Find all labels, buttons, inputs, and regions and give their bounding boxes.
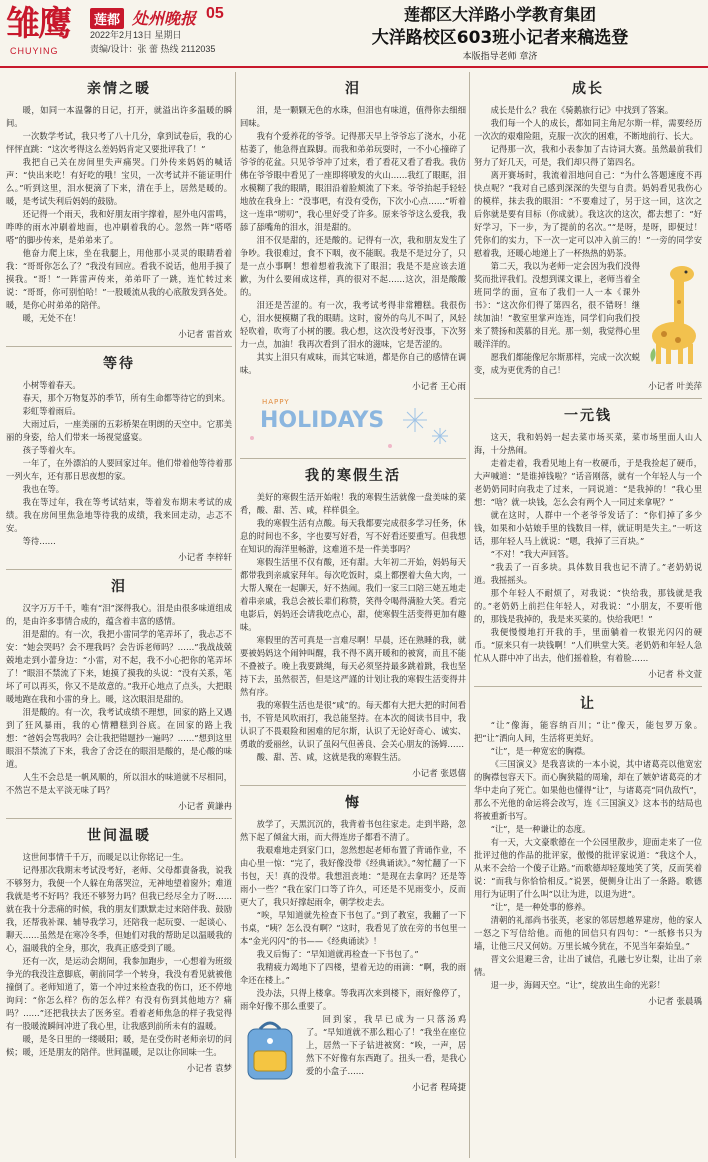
article-author: 小记者 雷首欢 <box>178 330 232 340</box>
article-title: 等待 <box>103 356 135 372</box>
article-regret <box>240 792 466 1093</box>
headline-byline: 本版指导老师 章济 <box>462 52 538 62</box>
paragraph: 成长是什么？我在《骑鹅旅行记》中找到了答案。 <box>490 105 674 115</box>
paragraph: 这天，我和妈妈一起去菜市场买菜，菜市场里面人山人海，十分热闹。 <box>474 432 702 455</box>
paragraph: “不对！”我大声回答。 <box>490 549 574 559</box>
paragraph: 我在等过年，我在等考试结束，等着发布期末考试的成绩。我在房间里焦急地等待我的成绩，我来回走动，忐忑不安。 <box>6 497 232 533</box>
giraffe-icon <box>644 262 702 366</box>
paragraph: 暖，无处不在！ <box>22 313 81 323</box>
article-warmth-of-family <box>6 78 232 340</box>
section-divider <box>6 569 232 570</box>
section-divider <box>240 458 466 459</box>
schoolbag-icon <box>240 1015 302 1085</box>
paragraph: 暖，如同一本温馨的日记，打开，就溢出许多温暖的瞬间。 <box>6 105 232 128</box>
headline-line-2: 大洋路校区603班小记者来稿选登 <box>371 28 629 48</box>
paragraph: 他奋力爬上床，坐在我腿上，用他那小灵灵的眼睛看着我：“哥哥你怎么了？”我没有回应。看我不说话，他用手摸了摸我。“哥！”一阵雷声传来，弟弟吓了一跳，连忙转过来说：“哥哥，你可别怕哈！”一股暖流从我的心底散发到各处。暖，是你心时弟弟的陪伴。 <box>6 248 232 310</box>
paragraph: 我们每一个人的成长，都如同主角尼尔斯一样，需要经历一次次的艰难险阻，克服一次次的困难，不断地前行、长大。 <box>474 118 702 141</box>
page-number: 05 <box>206 5 224 22</box>
logo <box>6 4 84 64</box>
paragraph: 离开赛场时，我流着泪地问自己：“为什么答题速度不再快点呢？”我对自己感到深深的失望与自责。妈妈看见我伤心的模样，抹去我的眼泪：“不要难过了，另于这一回，这次之后你就是要有目标（你成就）。我这次的这次，都去想了：“好好学习，下一步，为了提前的名次。”“是呀，是呀，即便过！凭你们的实力，下一次一定可以冲入前三的！”一旁的同学安慰着我，还暖心地递上了一杯热热的奶茶。 <box>474 170 702 258</box>
paragraph: 有一天，大文豪歌德在一个公园里散步，迎面走来了一位批评过他的作品的批评家，傲慢的批评家说道：“我这个人，从来不会给一个傻子让路。”而歌德却轻蔑地笑了笑，反而笑着说：“而我与你恰恰相反。”说罢，便侧身让出了一条路。歌德用行为证明了什么叫“以让为进，以退为进”。 <box>474 837 702 899</box>
paragraph: 小树等着春天。 <box>22 380 81 390</box>
column-1 <box>6 72 232 1158</box>
column-divider <box>469 72 470 1158</box>
article-author: 小记者 张恩僖 <box>412 769 466 779</box>
paragraph: 我精疲力竭地下了四楼，望着无边的雨滴：“啊，我的雨伞还在楼上。” <box>240 962 466 985</box>
paragraph: 退一步，海阔天空。“让”，绽放出生命的光彩！ <box>490 980 666 990</box>
article-title: 世间温暖 <box>87 828 151 844</box>
section-divider <box>240 785 466 786</box>
paragraph: 美好的寒假生活开始啦！我的寒假生活就像一盘美味的菜肴，酸、甜、苦、咸，样样俱全。 <box>240 492 466 515</box>
paragraph: 人生不会总是一帆风顺的，所以泪水的味道就不尽相同，不然岂不是太平淡无味了吗？ <box>6 772 232 795</box>
paragraph: 还有一次，是运动会期间，我参加跑步，一心想着为班级争光的我没注意脚底，朝前同学一个转身，我没有看见就被他撞倒了。老师知道了，第一个冲过来检查我的伤口，还不停地询问：“你怎么样？伤的怎么样？有没有伤到其他地方？痛吗？……”还把我扶去了医务室。看着老师焦急的样子我觉得有一股暖流瞬间冲进了我心里，让我感到前所未有的温暖。 <box>6 956 232 1031</box>
article-one-yuan <box>474 405 702 680</box>
paragraph: 等待…… <box>22 536 56 546</box>
masthead <box>0 0 708 66</box>
paragraph: 清朝的礼部尚书张英，老家的邻居想越界建房，他的家人一怒之下写信给他。而他的回信只有四句：“一纸修书只为墙，让他三尺又何妨。万里长城今犹在，不见当年秦始皇。” <box>474 915 702 951</box>
paragraph: 就在这时，人群中一个老爷爷发话了：“你们掉了多少钱，如果和小姑娘手里的钱数目一样，就证明是失主。”一听这话，那年轻人马上就说：“嗯，我掉了三百块。” <box>474 510 702 546</box>
logo-subtitle: CHUYING <box>10 46 59 56</box>
paragraph: 走着走着，我看见地上有一枚硬币，于是我捡起了硬币，大声喊道：“是谁掉钱啦？”话音刚落，就有一个年轻人与一个老奶奶同时向我走了过来，一同说道：“是我掉的！”我心里想：“啥？就一块钱，怎么会有两个人一同过来拿呢？” <box>474 458 702 507</box>
paragraph: 寒假里的苦可真是一言难尽啊！早晨，还在熟睡的我，就要被妈妈这个闹钟叫醒，我不得不离开暖和的被窝，而且不能不叠被子。晚上我要跳绳，每天必须坚持最多跳着跳，我也坚持下去，虽然很苦，但是这严謹的计划让我的寒假生活变得井然有序。 <box>240 635 466 697</box>
paragraph: 彩虹等着雨后。 <box>22 406 81 416</box>
paragraph: 《三国演义》是我喜读的一本小说，其中诸葛亮以他宽宏的胸襟包容天下。而心胸狭隘的周瑜，却在了嫉妒诸葛亮的才华中走向了死亡。如果他也懂得“让”，与诸葛亮“同仇敌忾”，那么不光他的命运将会改写，连《三国演义》这本书的结局也将被重新书写。 <box>474 759 702 821</box>
paragraph: 我也在等。 <box>22 484 65 494</box>
paragraph: 泪，是一颗颗无色的水珠，但泪也有味道，值得你去细细回味。 <box>240 105 466 128</box>
section-divider <box>6 346 232 347</box>
paragraph: 泪是甜的。有一次，我把小雷同学的笔弄坏了，我忐忑不安：“她会哭吗？会不理我吗？会告诉老师吗？……”我战战兢兢地走到小蕾身边：“小雷，对不起，我不小心把你的笔弄坏了！”眼泪不禁流了下来，她摸了摸我的头说：“没有关系，笔坏了可以再买，你又不是故意的。”我开心地点了点头，大把眼暖地跑在我和小雷的身上。暖，这次眼泪是甜的。 <box>6 629 232 704</box>
section-divider <box>474 398 702 399</box>
paragraph: 一次数学考试，我只考了八十几分，拿到试卷后，我的心怦怦直跳：“这次考得这么差妈妈肯定又要批评我了！” <box>6 131 232 154</box>
paper-name: 处州晚报 <box>132 9 197 28</box>
article-title: 一元钱 <box>564 408 612 424</box>
article-winter-break <box>240 465 466 779</box>
paragraph: 我有个爱养花的爷爷。记得那天早上爷爷忘了浇水，小花枯萎了，他急得直跺脚。而我和弟弟玩耍时，一不小心撞碎了爷爷的花盆。只见爷爷冲了过来，看了看花又看了看我。我仿佛在爷爷眼中看见了一座即将喷发的火山……我红了眼眶，泪水模糊了我的眼睛，眼泪沿着脸颊流了下来。爷爷抬起手轻轻地放在我身上：“没事吧，有没有受伤，下次小心点……”听着这一连串“唠叨”，我心里好受了许多。原来爷爷这么爱我，我舔了舔嘴角的泪水，泪是甜的。 <box>240 131 466 232</box>
paragraph: “我丢了一百多块。具体数目我也记不清了。”老奶奶说道。我摇摇头。 <box>474 562 702 585</box>
article-waiting <box>6 353 232 563</box>
paragraph: 愿我们都能像尼尔斯那样，完成一次次蜕变，成为更优秀的自己！ <box>474 352 640 375</box>
article-author: 小记者 朴文萱 <box>648 670 702 680</box>
paragraph: 记得那一次，我和小表参加了古诗词大赛。虽然最前我们努力了好几天，可是，我们却只得了第四名。 <box>474 144 702 167</box>
article-tears-1 <box>6 576 232 812</box>
paragraph: “让”像海，能容纳百川；“让”像天，能包罗万象。把“让”洒向人间，生活将更美好。 <box>474 720 702 743</box>
article-author: 小记者 王心雨 <box>412 382 466 392</box>
paragraph: 没办法，只得上楼拿。等我再次来到楼下，雨好像停了，雨伞好像不那么重要了。 <box>240 988 466 1011</box>
article-author: 小记者 程琦捷 <box>412 1083 466 1093</box>
column-3 <box>474 72 702 1158</box>
paragraph: 我艰难地走到家门口，忽然想起老师布置了背诵作业，不由心里一惊：“完了，我好像没带《经典诵读》。”匆忙翻了一下书包，天！真的没带。我想沮丧地：“是现在去拿吗？还是等雨小一些？”我在家门口等了许久，可还是不见雨变小，反而更大了，我只好撑起雨伞，朝学校走去。 <box>240 845 466 907</box>
schoolbag-illustration <box>240 1015 302 1085</box>
paragraph: “让”，是一种宽宏的胸襟。 <box>490 746 591 756</box>
masthead-rule <box>0 66 708 68</box>
section-divider <box>474 686 702 687</box>
article-author: 小记者 叶美萍 <box>648 382 702 392</box>
article-title: 亲情之暖 <box>87 81 151 97</box>
paragraph: 泪是酸的。有一次，我考试成绩不理想，回家的路上又遇到了狂风暴雨，我的心情糟糕到谷底。在回家的路上我想：“爸妈会骂我吗？会让我把错题抄一遍吗？……”想到这里眼泪不禁流了下来，我舍了舍泛在的眼泪是酸的，是心酸的味道。 <box>6 707 232 769</box>
paragraph: 那个年轻人不耐烦了，对我说：“快给我，那钱就是我的。”老奶奶上前拦住年轻人，对我说：“小朋友，不要听他的，那钱是我掉的，我是来买菜的。快给我吧！” <box>474 588 702 624</box>
article-author: 小记者 黄謙冉 <box>178 802 232 812</box>
paragraph: 我的寒假生活有点酸。每天我都要完成很多学习任务，休息的时间也不多，字也要写好看，写不好看还要重写。但我想在知识的海洋里畅游，这难道不是一件美事吗？ <box>240 518 466 554</box>
article-title: 泪 <box>345 81 361 97</box>
page-headline <box>300 4 700 64</box>
holidays-decoration <box>240 398 466 456</box>
paragraph: “让”，是一种谦让的态度。 <box>490 824 591 834</box>
column-divider <box>235 72 236 1158</box>
paragraph: 春天，那个万物复苏的季节，所有生命都等待它的到来。 <box>22 393 231 403</box>
section-tag: 莲都 <box>90 8 124 29</box>
paragraph: 其实上泪只有咸味，而其它味道，都是你自己的感情在调味。 <box>240 352 466 375</box>
paragraph: “唉，早知道就先检查下书包了。”到了教室，我翻了一下书桌，“咦？怎么没有啊？”这时，我看见了放在旁的书包里一本“金光闪闪”的书——《经典诵读》！ <box>240 910 466 946</box>
editor-info: 责编/设计：张 蕾 热线 2112035 <box>90 44 216 54</box>
paragraph: 我把自己关在房间里失声痛哭。门外传来妈妈的喊话声：“快出来吃！有好吃的哦！宝贝，一次考试并不能证明什么。”听到这里，泪水便滴了下来，清在手上，居然是暖的。暖，是考试失利后妈妈的鼓励。 <box>6 157 232 206</box>
article-title: 成长 <box>572 81 604 97</box>
paragraph: 晋文公退避三舍，让出了诚信，孔融七岁让梨，让出了亲情。 <box>474 954 702 977</box>
paragraph: 孩子等着火车。 <box>22 445 81 455</box>
paragraph: 寒假生活里不仅有酸，还有甜。大年初二开始，妈妈每天都带我到亲戚家拜年。每次吃饭时，桌上都摆着大鱼大肉，一大帮人聚在一起聊天，好不热闹。我们一家三口陪三姥五地走着串亲戚，我总会被长辈们称赞，笑得令喝得满脸大笑。看完电影后，妈妈还会请我吃点心，甜，使寒假生活变得更加有趣味。 <box>240 557 466 632</box>
section-divider <box>6 818 232 819</box>
holiday-happy-text: HAPPY <box>262 398 290 406</box>
paragraph: 泪还是苦涩的。有一次，我考试考得非常糟糕。我很伤心，泪水便模糊了我的眼睛。这时，窗外的鸟儿不叫了，风轻轻吹着，吹弯了小树的腰。我心想，这次没考好没事，下次努力一点，加油！我再次看到了泪水的滋味，它是苦涩的。 <box>240 300 466 349</box>
article-title: 让 <box>580 696 596 712</box>
paragraph: 一年了，在外漂泊的人要回家过年。他们带着他等待着那一列火车，还有那日思夜想的家。 <box>6 458 232 481</box>
article-author: 小记者 袁梦 <box>186 1064 232 1074</box>
article-world-warmth <box>6 825 232 1074</box>
paragraph: 回到家，我早已成为一只落汤鸡了。“早知道就不那么粗心了！”我坐在座位上，居然一下子钻进被窝：“唉，一声，居然下不好像有东西跑了。扭头一看，是我心爱的小盒子…… <box>306 1014 466 1076</box>
article-yield <box>474 693 702 1007</box>
logo-text: 雏鹰 <box>6 4 70 44</box>
paragraph: 这世间事情千千万，而暖足以让你铭记一生。 <box>22 852 189 862</box>
article-growth <box>474 78 702 392</box>
article-title: 泪 <box>111 579 127 595</box>
article-author: 小记者 张晨瑀 <box>648 997 702 1007</box>
paragraph: 记得那次我期末考试没考好，老师、父母都責备我，说我不够努力，我便一个人躲在角落哭泣，无神地望着窗外；难道我就是考不好吗？我还不够努力吗？但我已经尽全力了呀……就在我十分悲痛的时候，我的朋友们默默走过来陪伴我、鼓励我，还帮我补课、辅导我学习，还陪我一起玩耍、一起谈心、聊天……虽然是在寒冷冬季，但她们对我的帮助足以温暖我的心，温暖我的全身，那次，我真正感受到了暖。 <box>6 865 232 953</box>
paragraph: 还记得一个雨天，我和好朋友雨宇撑着，屋外电闪雷鸣，哗哗的雨水冲刷着地面，也冲刷着我的心。忽然一阵“嗒嗒嗒”的脚步传来，是弟弟来了。 <box>6 209 232 245</box>
article-tears-2 <box>240 78 466 392</box>
issue-date: 2022年2月13日 星期日 <box>90 30 182 40</box>
paragraph: 大雨过后，一座美丽的五彩桥架在明朗的天空中。它那美丽的身姿，给人们带来一场视觉盛宴。 <box>6 419 232 442</box>
paragraph: 酸、甜、苦、咸，这就是我的寒假生活。 <box>256 752 406 762</box>
paragraph: 放学了，天黑沉沉的，我背着书包往家走。走到半路，忽然下起了倾盆大雨，而大得连房子都看不清了。 <box>240 819 466 842</box>
paragraph: 泪不仅是甜的，还是酸的。记得有一次，我和朋友发生了争吵。我很难过，食不下咽，夜不能眠。我是不是过分了，只是一点小事啊！想着想着我流下了眼泪；我是不是应该去道歉，为什么要闹成这样，真的很对不起……这次，泪是酸酸的。 <box>240 235 466 297</box>
paragraph: 我便慢慢地打开我的手，里面躺着一枚银光闪闪的硬币。“原来只有一块钱啊！”人们哄堂大笑。老奶奶和年轻人急忙从人群中冲了出去，他们摇着脸，有着脸…… <box>474 627 702 663</box>
headline-line-1: 莲都区大洋路小学教育集团 <box>403 5 596 24</box>
article-title: 我的寒假生活 <box>305 468 401 484</box>
paragraph: 第二天，我以为老师一定会因为我们没得奖而批评我们。没想到课文课上，老师当着全班同学的面，宣布了我们一人一本《课外书》：“这次你们得了第四名，很不错呀！继续加油！”教室里掌声连连，同学们向我们投来了赞扬和羡慕的目光。那一刻，我觉得心里暖洋洋的。 <box>474 261 640 349</box>
paragraph: “让”，是一种处事的修养。 <box>490 902 591 912</box>
article-title: 悔 <box>345 795 361 811</box>
article-author: 小记者 李梓轩 <box>178 553 232 563</box>
paragraph: 我又后悔了：“早知道就再检查一下书包了。” <box>256 949 419 959</box>
paragraph: 汉字万万千千，唯有“泪”深得我心。泪是由很多味道组成的，是由许多事情合成的，蕴含着丰富的感情。 <box>6 603 232 626</box>
holiday-word-text: HOLIDAYS <box>260 408 385 433</box>
giraffe-illustration <box>644 262 702 366</box>
paragraph: 暖，是冬日里的一缕暖阳；暖，是在受伤时老师亲切的问候；暖，还是朋友的陪伴。世间温暖，足以让你回味一生。 <box>6 1034 232 1057</box>
column-2 <box>240 72 466 1158</box>
paragraph: 我的寒假生活也是很“咸”的。每天都有大把大把的时间看书，不管是风吹雨打，我总能坚持。在本次的阅读书目中，我认识了不畏艰险和困难的尼尔斯，认识了无论好奇心、诚实、勇敢的爱丽丝，认识了虽闷气但善良、会关心朋友的汤姆…… <box>240 700 466 749</box>
